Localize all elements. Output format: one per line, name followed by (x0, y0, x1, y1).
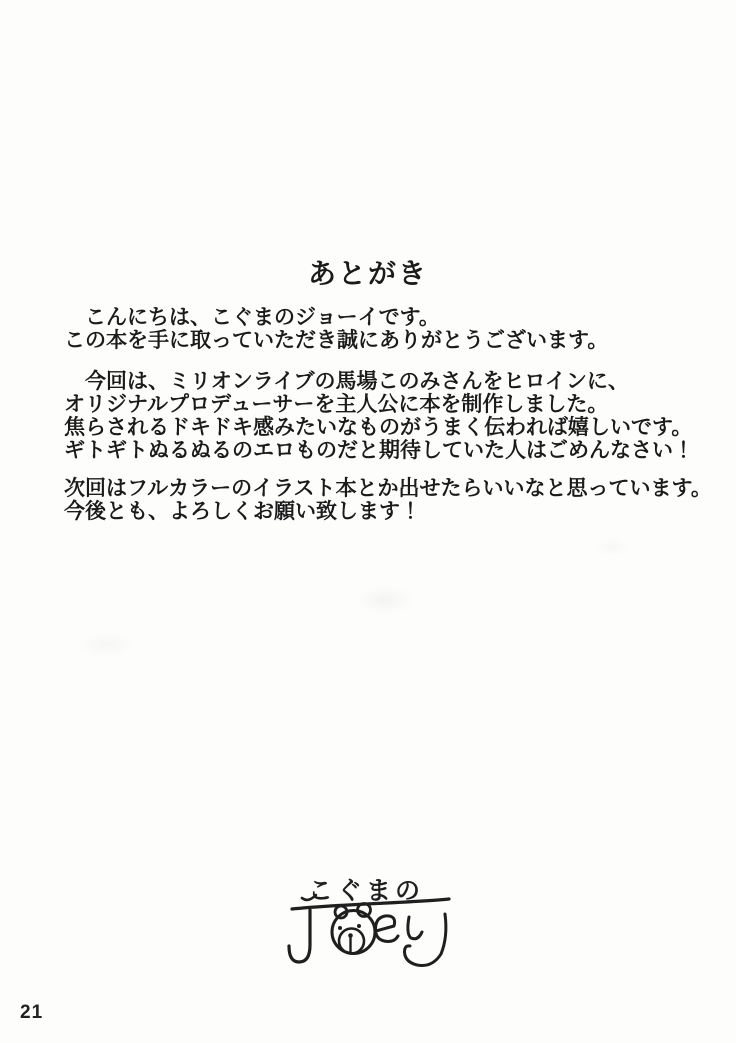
paragraph-greeting (64, 306, 694, 352)
text-line: 次回はフルカラーのイラスト本とか出せたらいいなと思っています。 (64, 477, 712, 500)
afterword-title: あとがき (307, 257, 428, 289)
letter-j-stroke (289, 910, 310, 962)
text-line: オリジナルプロデューサーを主人公に本を制作しました。 (64, 393, 609, 416)
bear-right-eye (357, 924, 361, 928)
afterword-body (64, 306, 712, 523)
page-number: 21 (20, 1002, 44, 1023)
bear-head (332, 911, 375, 954)
paragraph-closing (64, 477, 712, 523)
artist-logo-drawing (280, 862, 460, 980)
scan-smudge (595, 538, 629, 556)
text-line: 今回は、ミリオンライブの馬場このみさんをヒロインに、 (64, 370, 629, 393)
text-line: こんにちは、こぐまのジョーイです。 (64, 306, 440, 329)
letter-y-bowl-stroke (408, 917, 422, 939)
bear-left-eye (338, 926, 342, 930)
text-line: この本を手に取っていただき誠にありがとうございます。 (64, 329, 609, 352)
bear-face-icon (332, 904, 375, 954)
logo-circle-name-text: こぐまの (307, 877, 425, 905)
scan-smudge (355, 585, 415, 615)
text-line: ギトギトぬるぬるのエロものだと期待していた人はごめんなさい！ (64, 439, 694, 462)
text-line: 今後とも、よろしくお願い致します！ (64, 500, 421, 523)
letter-y-tail-stroke (405, 914, 446, 966)
text-line: 焦らされるドキドキ感みたいなものがうまく伝われば嬉しいです。 (64, 416, 693, 439)
paragraph-about-book (64, 370, 694, 462)
letter-e-stroke (375, 916, 398, 942)
scan-smudge (78, 632, 134, 658)
artist-logo (280, 862, 460, 980)
